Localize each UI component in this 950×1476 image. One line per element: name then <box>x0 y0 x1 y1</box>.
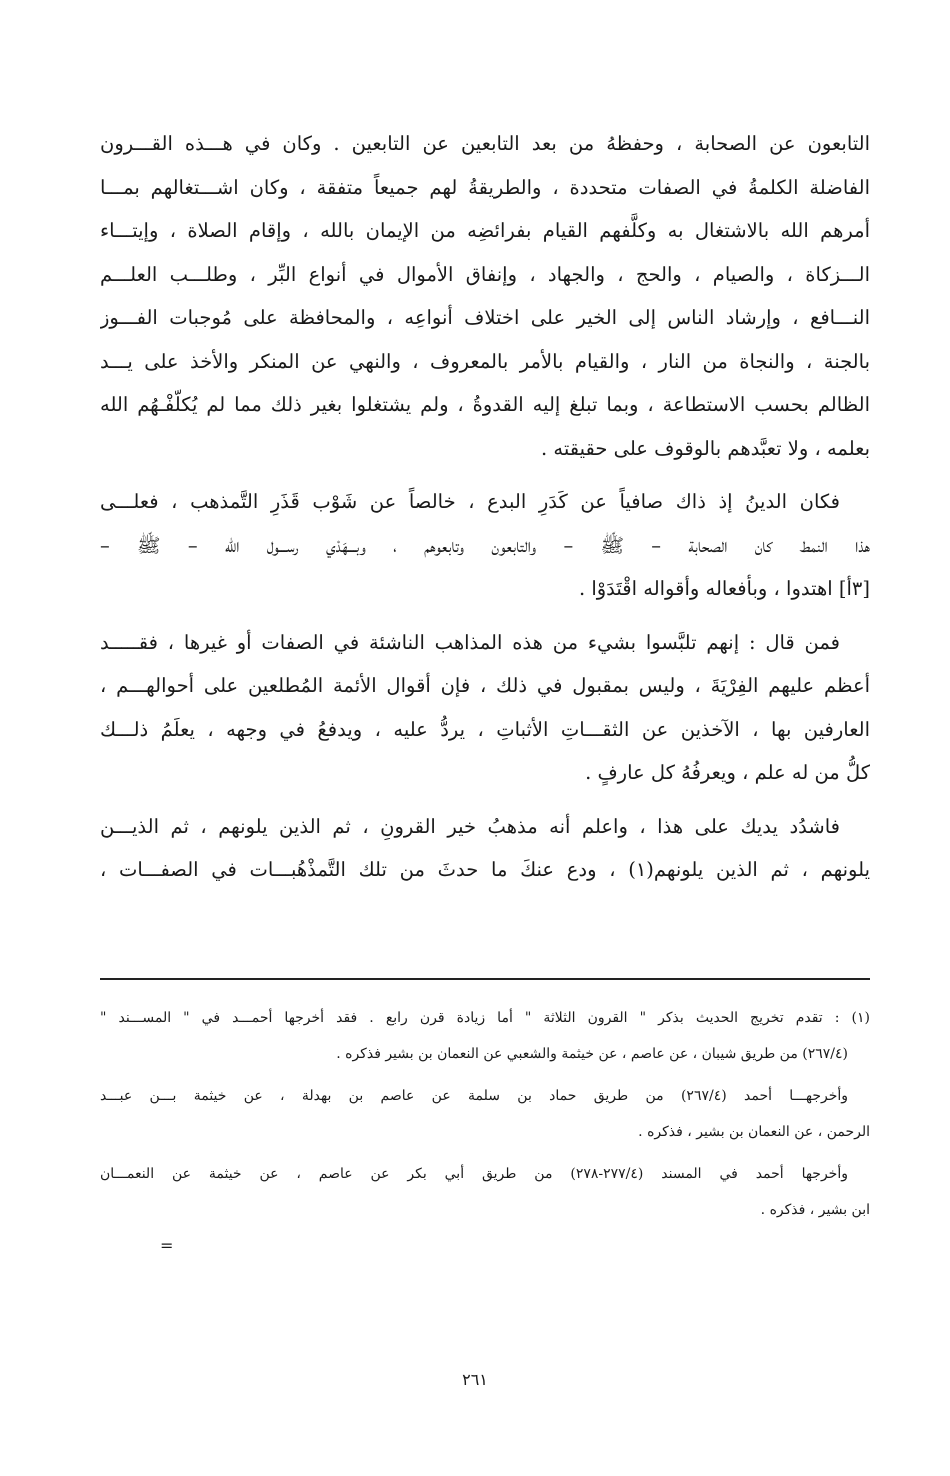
footnote-3 <box>100 1156 870 1228</box>
footnote-continuation-mark: = <box>160 1236 174 1255</box>
paragraph-2 <box>100 480 870 611</box>
text-line: هذا النمط كان الصحابة – ﷺ – والتابعون وتابعوهم ، وبـــهَدْي رســـول الله – ﷺ – <box>100 533 870 557</box>
text-line: [٣أ] اهتدوا ، وبأفعاله وأقواله اقْتَدَوْا . <box>578 577 870 600</box>
text-line: يلونهم ، ثم الذين يلونهم(١) ، ودع عنكَ ما حدثَ من تلك التَّمذْهُبـــات في الصفـــات ، <box>100 858 870 881</box>
paragraph-4 <box>100 805 870 892</box>
footnote-line: وأخرجها أحمد في المسند (٢٧٧/٤-٢٧٨) من طريق أبي بكر عن عاصم ، عن خيثمة عن النعمـــان <box>100 1166 848 1182</box>
footnote-divider <box>100 978 870 980</box>
footnote-line: (٢٦٧/٤) من طريق شيبان ، عن عاصم ، عن خيثمة والشعبي عن النعمان بن بشير فذكره . <box>336 1046 848 1062</box>
paragraph-1 <box>100 122 870 470</box>
footnote-1 <box>100 1000 870 1072</box>
text-line: النـــافع ، وإرشاد الناس إلى الخير على اختلاف أنواعِه ، والمحافظة على مُوجبات الفـــوز <box>100 306 870 329</box>
text-line: أعظم عليهم الفِرْيَةَ ، وليس بمقبول في ذلك ، فإن أقوال الأئمة المُطلعين على أحوالهـــم ، <box>100 674 870 697</box>
main-text <box>100 122 870 892</box>
paragraph-3 <box>100 621 870 795</box>
footnote-line: (١) : تقدم تخريج الحديث بذكر " القرون الثلاثة " أما زيادة قرن رابع . فقد أخرجها أحمـــد في " المســـند " <box>100 1010 870 1026</box>
text-line: فاشدُد يديك على هذا ، واعلم أنه مذهبُ خير القرونِ ، ثم الذين يلونهم ، ثم الذيـــن <box>100 814 840 838</box>
text-line: الفاضلة الكلمةُ في الصفات متحددة ، والطريقةُ لهم جميعاً متفقة ، وكان اشـــتغالهم بمـــا <box>100 175 870 199</box>
text-line: بعلمه ، ولا تعبَّدهم بالوقوف على حقيقته . <box>541 436 870 460</box>
text-line: بالجنة ، والنجاة من النار ، والقيام بالأمر بالمعروف ، والنهي عن المنكر والأخذ على يـــد <box>100 349 870 373</box>
footnote-line: ابن بشير ، فذكره . <box>760 1202 870 1218</box>
page-number: ٢٦١ <box>462 1370 488 1389</box>
footnote-line: الرحمن ، عن النعمان بن بشير ، فذكره . <box>638 1124 870 1140</box>
text-line: فكان الدينُ إذ ذاك صافياً عن كَدَرِ البدع ، خالصاً عن شَوْب قَذَرِ التَّمذهب ، فعلـــى <box>100 490 840 513</box>
text-line: الـــزكاة ، والصيام ، والحج ، والجهاد ، وإنفاق الأموال في أنواع البِّر ، وطلـــب العلـــم <box>100 262 870 286</box>
text-line: التابعون عن الصحابة ، وحفظهُ من بعد التابعين عن التابعين . وكان في هـــذه القـــرون <box>100 132 870 155</box>
footnote-2 <box>100 1078 870 1150</box>
text-line: العارفين بها ، الآخذين عن الثقـــاتِ الأثباتِ ، يردُّ عليه ، ويدفعُ في وجهه ، يعلَمُ ذلـــك <box>100 717 870 741</box>
text-line: أمرهم الله بالاشتغال به وكلَّفهم القيام بفرائضِه من الإيمان بالله ، وإقام الصلاة ، وإيتـــاء <box>100 219 870 242</box>
footnotes <box>100 1000 870 1228</box>
text-line: كلُّ من له علم ، ويعرفُهُ كل عارفٍ . <box>585 761 870 784</box>
text-line: الظالم بحسب الاستطاعة ، وبما تبلغ إليه القدوةُ ، ولم يشتغلوا بغير ذلك مما لم يُكلّفْـهُم الله <box>100 393 870 416</box>
footnote-line: وأخرجهـــا أحمد (٢٦٧/٤) من طريق حماد بن سلمة عن عاصم بن بهدلة ، عن خيثمة بـــن عبـــد <box>100 1088 849 1104</box>
text-line: فمن قال : إنهم تلبَّسوا بشيء من هذه المذاهب الناشئة في الصفات أو غيرها ، فقـــــد <box>100 630 840 654</box>
